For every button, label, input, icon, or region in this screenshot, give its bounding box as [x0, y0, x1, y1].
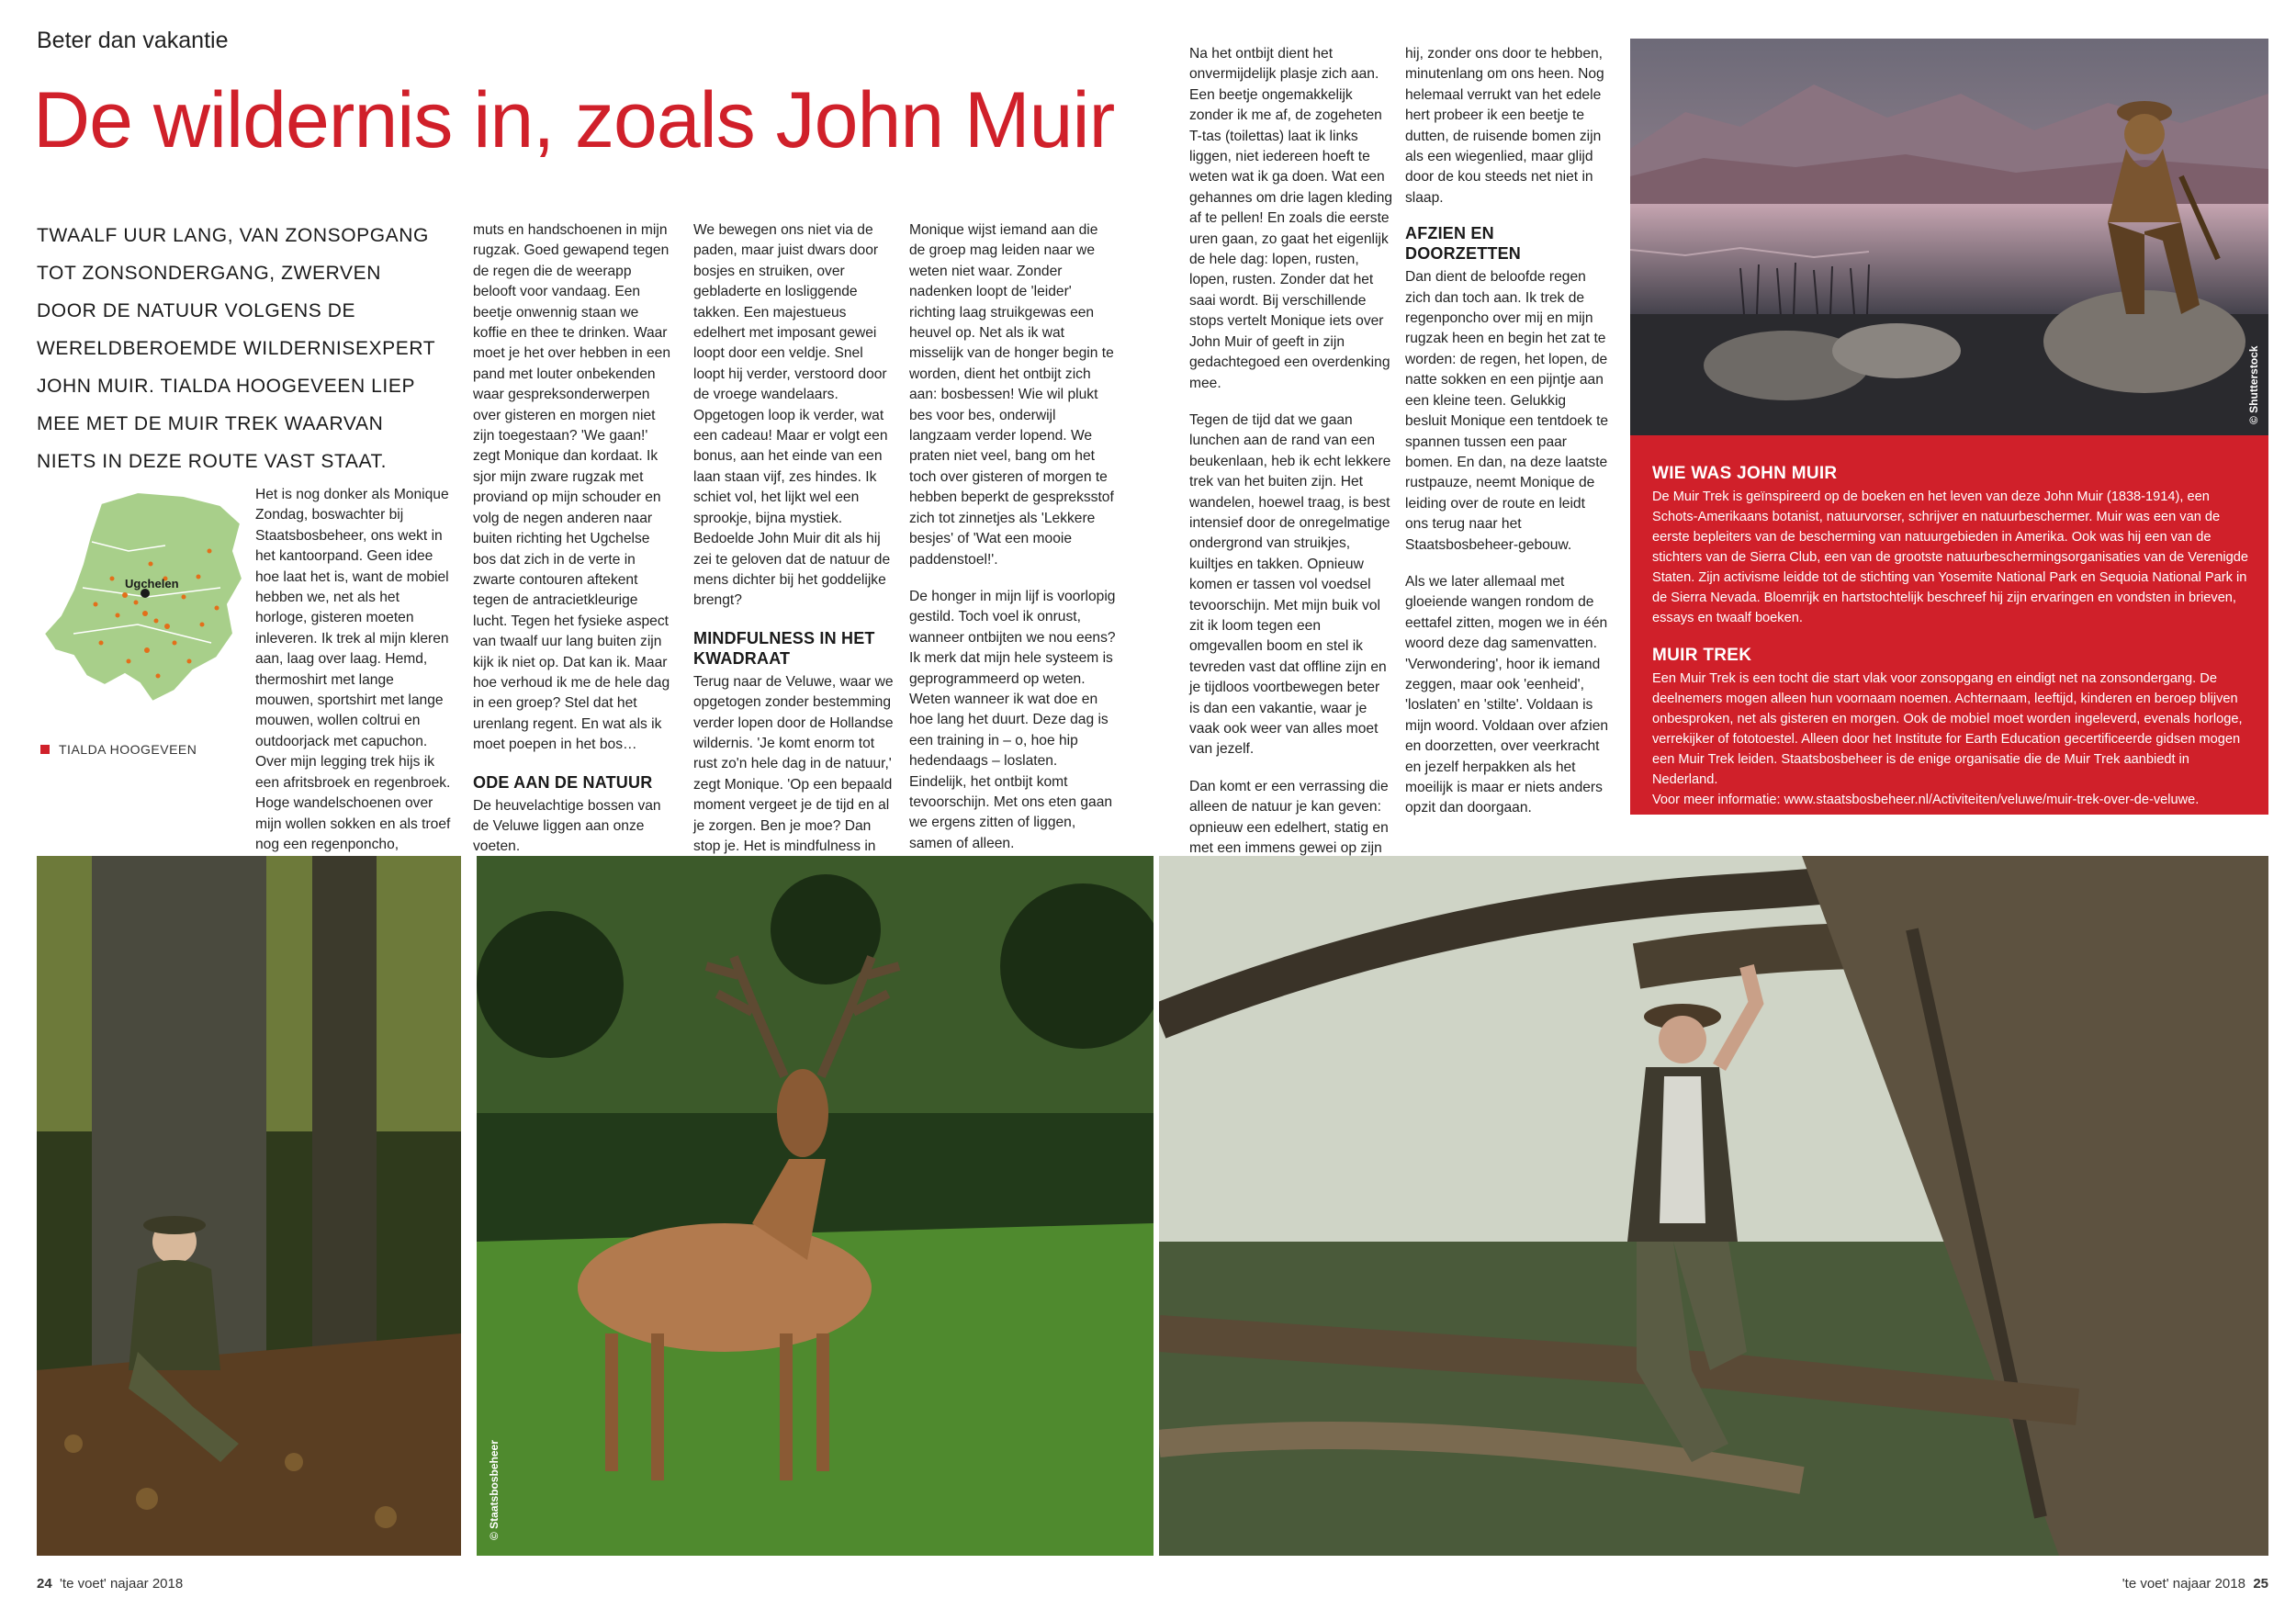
photo-credit: © Staatsbosbeheer: [488, 1440, 501, 1540]
paragraph: hij, zonder ons door te hebben, minutenlang om ons heen. Nog helemaal verrukt van het edele hert probeer ik een beetje te dutten, de ruisende bomen zijn als een wiegenlied, maar glijd door de kou steeds net niet in slaap.: [1405, 46, 1604, 206]
paragraph: Monique wijst iemand aan die de groep mag leiden naar we weten niet waar. Zonder nadenken loopt de 'leider' richting laag struikgewas een heuvel op. Net als ik wat misselijk van de honger begin te worden, dient het ontbijt zich aan: bosbessen! Wie wil plukt bes voor bes, onderwijl langzaam verder lopend. We praten niet veel, bang om het toch over gisteren of morgen te hebben beperkt de gespreksstof zich tot zinnetjes als 'Lekkere besjes' of 'Wat een mooie paddenstoel!'.: [909, 222, 1114, 568]
paragraph: Terug naar de Veluwe, waar we opgetogen zonder bestemming verder lopen door de Hollandse wildernis. 'Je komt enorm tot rust zo'n hele dag in de natuur,' zegt Monique. 'Op een bepaald moment vergeet je de tijd en al je zorgen. Ben je moe? Dan stop je. Het is mindfulness in: [693, 673, 894, 854]
john-muir-statue-photo: [1630, 39, 2268, 435]
red-deer-photo: [477, 856, 1154, 1556]
info-heading-who: WIE WAS JOHN MUIR: [1652, 464, 1838, 483]
paragraph: muts en handschoenen in mijn rugzak. Goed gewapend tegen de regen die de weerapp belooft voor vandaag. Een beetje onwennig staan we koffie en thee te drinken. Waar moet je het over hebben in een pand met louter onbekenden waar gespreksonderwerpen over gisteren en morgen niet zijn toegestaan? 'We gaan!' zegt Monique dan kordaat. Ik sjor mijn zware rugzak met proviand op mijn schouder en volg de negen anderen naar buiten richting het Ugchelse bos dat zich in de verte in zwarte contouren aftekent tegen de antracietkleurige lucht. Tegen het fysieke aspect van twaalf uur lang buiten zijn kijk ik niet op. Dat kan ik. Maar hoe verhoud ik me de hele dag in een groep? Stel dat het urenlang regent. En wat als ik moet poepen in het bos…: [473, 222, 671, 753]
article-column-4: [909, 220, 1116, 854]
paragraph: De heuvelachtige bossen van de Veluwe liggen aan onze voeten.: [473, 797, 661, 855]
magazine-issue-left: 'te voet' najaar 2018: [60, 1576, 184, 1592]
article-column-2: [473, 220, 675, 858]
article-column-5: [1189, 44, 1393, 880]
paragraph: Als we later allemaal met gloeiende wangen rondom de eettafel zitten, mogen we in één woord deze dag samenvatten. 'Verwondering', hoor ik iemand zeggen, maar ook 'eenheid', 'loslaten' en 'stilte'. Voldaan is mijn woord. Voldaan over afzien en doorzetten, over veerkracht en jezelf herpakken als het moeilijk is maar er niets anders opzit dan doorgaan.: [1405, 573, 1609, 816]
paragraph: Tegen de tijd dat we gaan lunchen aan de rand van een beukenlaan, heb ik echt lekkere trek van het buiten zijn. Het wandelen, hoewel traag, is best intensief door de onregelmatige ondergrond van struikjes, kuiltjes en takken. Opnieuw komen er tassen vol voedsel tevoorschijn. Met mijn buik vol zit ik loom tegen een omgevallen boom en stel ik tevreden vast dat offline zijn en je tijdloos voortbewegen beter is dan een vakantie, waar je vaak ook weer van alles moet van jezelf.: [1189, 411, 1391, 758]
paragraph: We bewegen ons niet via de paden, maar juist dwars door bosjes en struiken, over gebladerte en losliggende takken. Een majestueus edelhert met imposant gewei loopt door een veldje. Snel loopt hij verder, verstoord door de vroege wandelaars. Opgetogen loop ik verder, wat een cadeau! Maar er volgt een bonus, aan het einde van een laan staan vijf, zes hindes. Ik schiet vol, het lijkt wel een sprookje, bijna mystiek. Bedoelde John Muir dit als hij zei te geloven dat de natuur de mens dichter bij het goddelijke brengt?: [693, 222, 891, 609]
paragraph: Het is nog donker als Monique Zondag, boswachter bij Staatsbosbeheer, ons wekt in het kantoorpand. Geen idee hoe laat het is, want de mobiel hebben we, net als het horloge, gisteren moeten inleveren. Ik trek al mijn kleren aan, laag over laag. Hemd, thermoshirt met lange mouwen, sportshirt met lange mouwen, wollen coltrui en outdoorjack met capuchon. Over mijn legging trek hijs ik een afritsbroek en regenbroek. Hoge wandelschoenen over mijn wollen sokken en als troef nog een regenponcho,: [255, 487, 451, 852]
page-number-right: 25: [2253, 1576, 2268, 1592]
article-intro: TWAALF UUR LANG, VAN ZONSOPGANG TOT ZONSONDERGANG, ZWERVEN DOOR DE NATUUR VOLGENS DE WERELDBEROEMDE WILDERNISEXPERT JOHN MUIR. TIALDA HOOGEVEEN LIEP MEE MET DE MUIR TREK WAARVAN NIETS IN DEZE ROUTE VAST STAAT.: [37, 225, 435, 472]
author-name: TIALDA HOOGEVEEN: [59, 742, 197, 757]
paragraph: Dan dient de beloofde regen zich dan toch aan. Ik trek de regenponcho over mij en mijn rugzak heen en begin het zat te worden: de regen, het lopen, de natte sokken en een pijntje aan een kleine teen. Gelukkig besluit Monique een tentdoek te spannen tussen een paar bomen. En dan, na deze laatste rustpauze, neemt Monique de leiding over de route en leidt ons terug naar het Staatsbosbeheer-gebouw.: [1405, 269, 1609, 553]
info-link[interactable]: Voor meer informatie: www.staatsbosbeheer.nl/Activiteiten/veluwe/muir-trek-over-de-veluwe.: [1652, 793, 2200, 807]
subheading-mindfulness: MINDFULNESS IN HET KWADRAAT: [693, 628, 875, 668]
byline-marker: [40, 745, 50, 754]
author-byline: [40, 742, 197, 757]
man-climbing-tree-photo: [1159, 856, 2268, 1556]
subheading-ode: ODE AAN DE NATUUR: [473, 772, 653, 792]
section-kicker: Beter dan vakantie: [37, 28, 229, 53]
page-number-left: 24: [37, 1576, 52, 1592]
page-footer-left: [37, 1576, 183, 1592]
info-paragraph: Een Muir Trek is een tocht die start vlak voor zonsopgang en eindigt net na zonsondergang. De deelnemers mogen alleen hun voornaam noemen. Achternaam, leeftijd, kinderen en beroep blijven onbesproken, net als gisteren en morgen. Ook de mobiel moet worden ingeleverd, evenals horloge, verrekijker of fototoestel. Alleen door het Institute for Earth Education gecertificeerde gidsen mogen een Muir Trek leiden. Staatsbosbeheer is de enige organisatie die de Muir Trek aanbiedt in Nederland.: [1652, 671, 2243, 787]
subheading-afzien: AFZIEN EN DOORZETTEN: [1405, 224, 1521, 264]
photo-credit: © Shutterstock: [2247, 345, 2260, 424]
article-column-1: [255, 485, 454, 855]
paragraph: Na het ontbijt dient het onvermijdelijk plasje zich aan. Een beetje ongemakkelijk zonder ik me af, de zogeheten T-tas (toilettas) laat ik links liggen, niet iedereen hoeft te weten wat ik ga doen. Wat een gehannes om drie lagen kleding af te pellen! En zoals die eerste uren gaan, zo gaat het eigenlijk de hele dag: lopen, rusten, lopen, rusten. Zonder dat het saai wordt. Bij verschillende stops vertelt Monique iets over John Muir of geeft in zijn gedachtegoed een overdenking mee.: [1189, 46, 1393, 391]
article-column-6: [1405, 44, 1609, 819]
article-column-3: [693, 220, 895, 878]
paragraph: Dan komt er een verrassing die alleen de natuur je kan geven: opnieuw een edelhert, statig en met een immens gewei op zijn: [1189, 778, 1389, 857]
magazine-issue-right: 'te voet' najaar 2018: [2122, 1576, 2245, 1592]
woman-sitting-photo: [37, 856, 461, 1556]
map-label: Ugchelen: [125, 577, 179, 591]
info-heading-muir-trek: MUIR TREK: [1652, 646, 1752, 665]
article-title: De wildernis in, zoals John Muir: [33, 76, 1115, 164]
page-footer-right: [2122, 1576, 2268, 1592]
netherlands-map: [37, 487, 257, 707]
info-box: [1630, 435, 2268, 815]
info-paragraph: De Muir Trek is geïnspireerd op de boeken en het leven van deze John Muir (1838-1914), een Schots-Amerikaans botanist, natuurvorser, schrijver en natuurbeschermer. Muir was een van de eerste bepleiters van de bescherming van natuurgebieden in Amerika. Ook was hij een van de stichters van de Sierra Club, een van de grootste natuurbeschermingsorganisaties van de Verenigde Staten. Zijn activisme leidde tot de stichting van Yosemite National Park en Sequoia National Park in de Sierra Nevada. Bloemrijk en hartstochtelijk beschreef hij zijn ervaringen en vondsten in brieven, essays en twaalf boeken.: [1652, 489, 2249, 625]
paragraph: De honger in mijn lijf is voorlopig gestild. Toch voel ik onrust, wanneer ontbijten we nou eens? Ik merk dat mijn hele systeem is geprogrammeerd op weten. Weten wanneer ik wat doe en hoe lang het duurt. Deze dag is een training in – o, hoe hip hedendaags – loslaten. Eindelijk, het ontbijt komt tevoorschijn. Met ons eten gaan we ergens zitten of liggen, samen of alleen.: [909, 588, 1116, 851]
